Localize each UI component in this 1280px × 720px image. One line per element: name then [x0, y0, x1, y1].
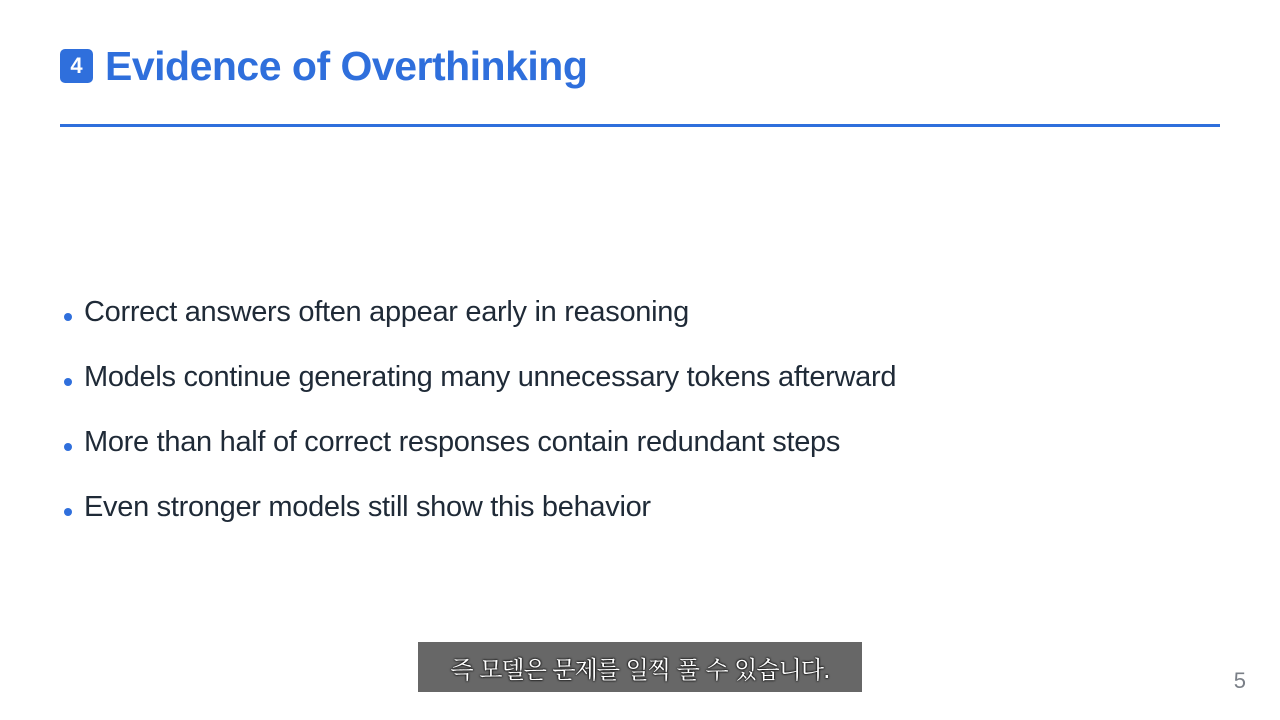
bullet-item [60, 357, 896, 397]
section-number-badge: 4 [60, 49, 93, 83]
video-subtitle-caption [418, 642, 862, 692]
bullet-item [60, 487, 896, 527]
bullet-item [60, 292, 896, 332]
page-number: 5 [1233, 668, 1246, 693]
bullet-text: More than half of correct responses contain redundant steps [84, 425, 841, 458]
slide-header [60, 42, 587, 90]
title-divider [60, 124, 1220, 127]
bullet-dot-icon [64, 443, 72, 451]
bullet-dot-icon [64, 378, 72, 386]
bullet-dot-icon [64, 313, 72, 321]
bullet-list [60, 292, 896, 552]
bullet-item [60, 422, 896, 462]
bullet-text: Correct answers often appear early in reasoning [84, 295, 689, 328]
bullet-dot-icon [64, 508, 72, 516]
subtitle-text: 즉 모델은 문제를 일찍 풀 수 있습니다. [450, 655, 830, 684]
bullet-text: Models continue generating many unnecessary tokens afterward [84, 360, 897, 393]
bullet-text: Even stronger models still show this behavior [84, 490, 651, 523]
slide-title: Evidence of Overthinking [105, 43, 588, 89]
